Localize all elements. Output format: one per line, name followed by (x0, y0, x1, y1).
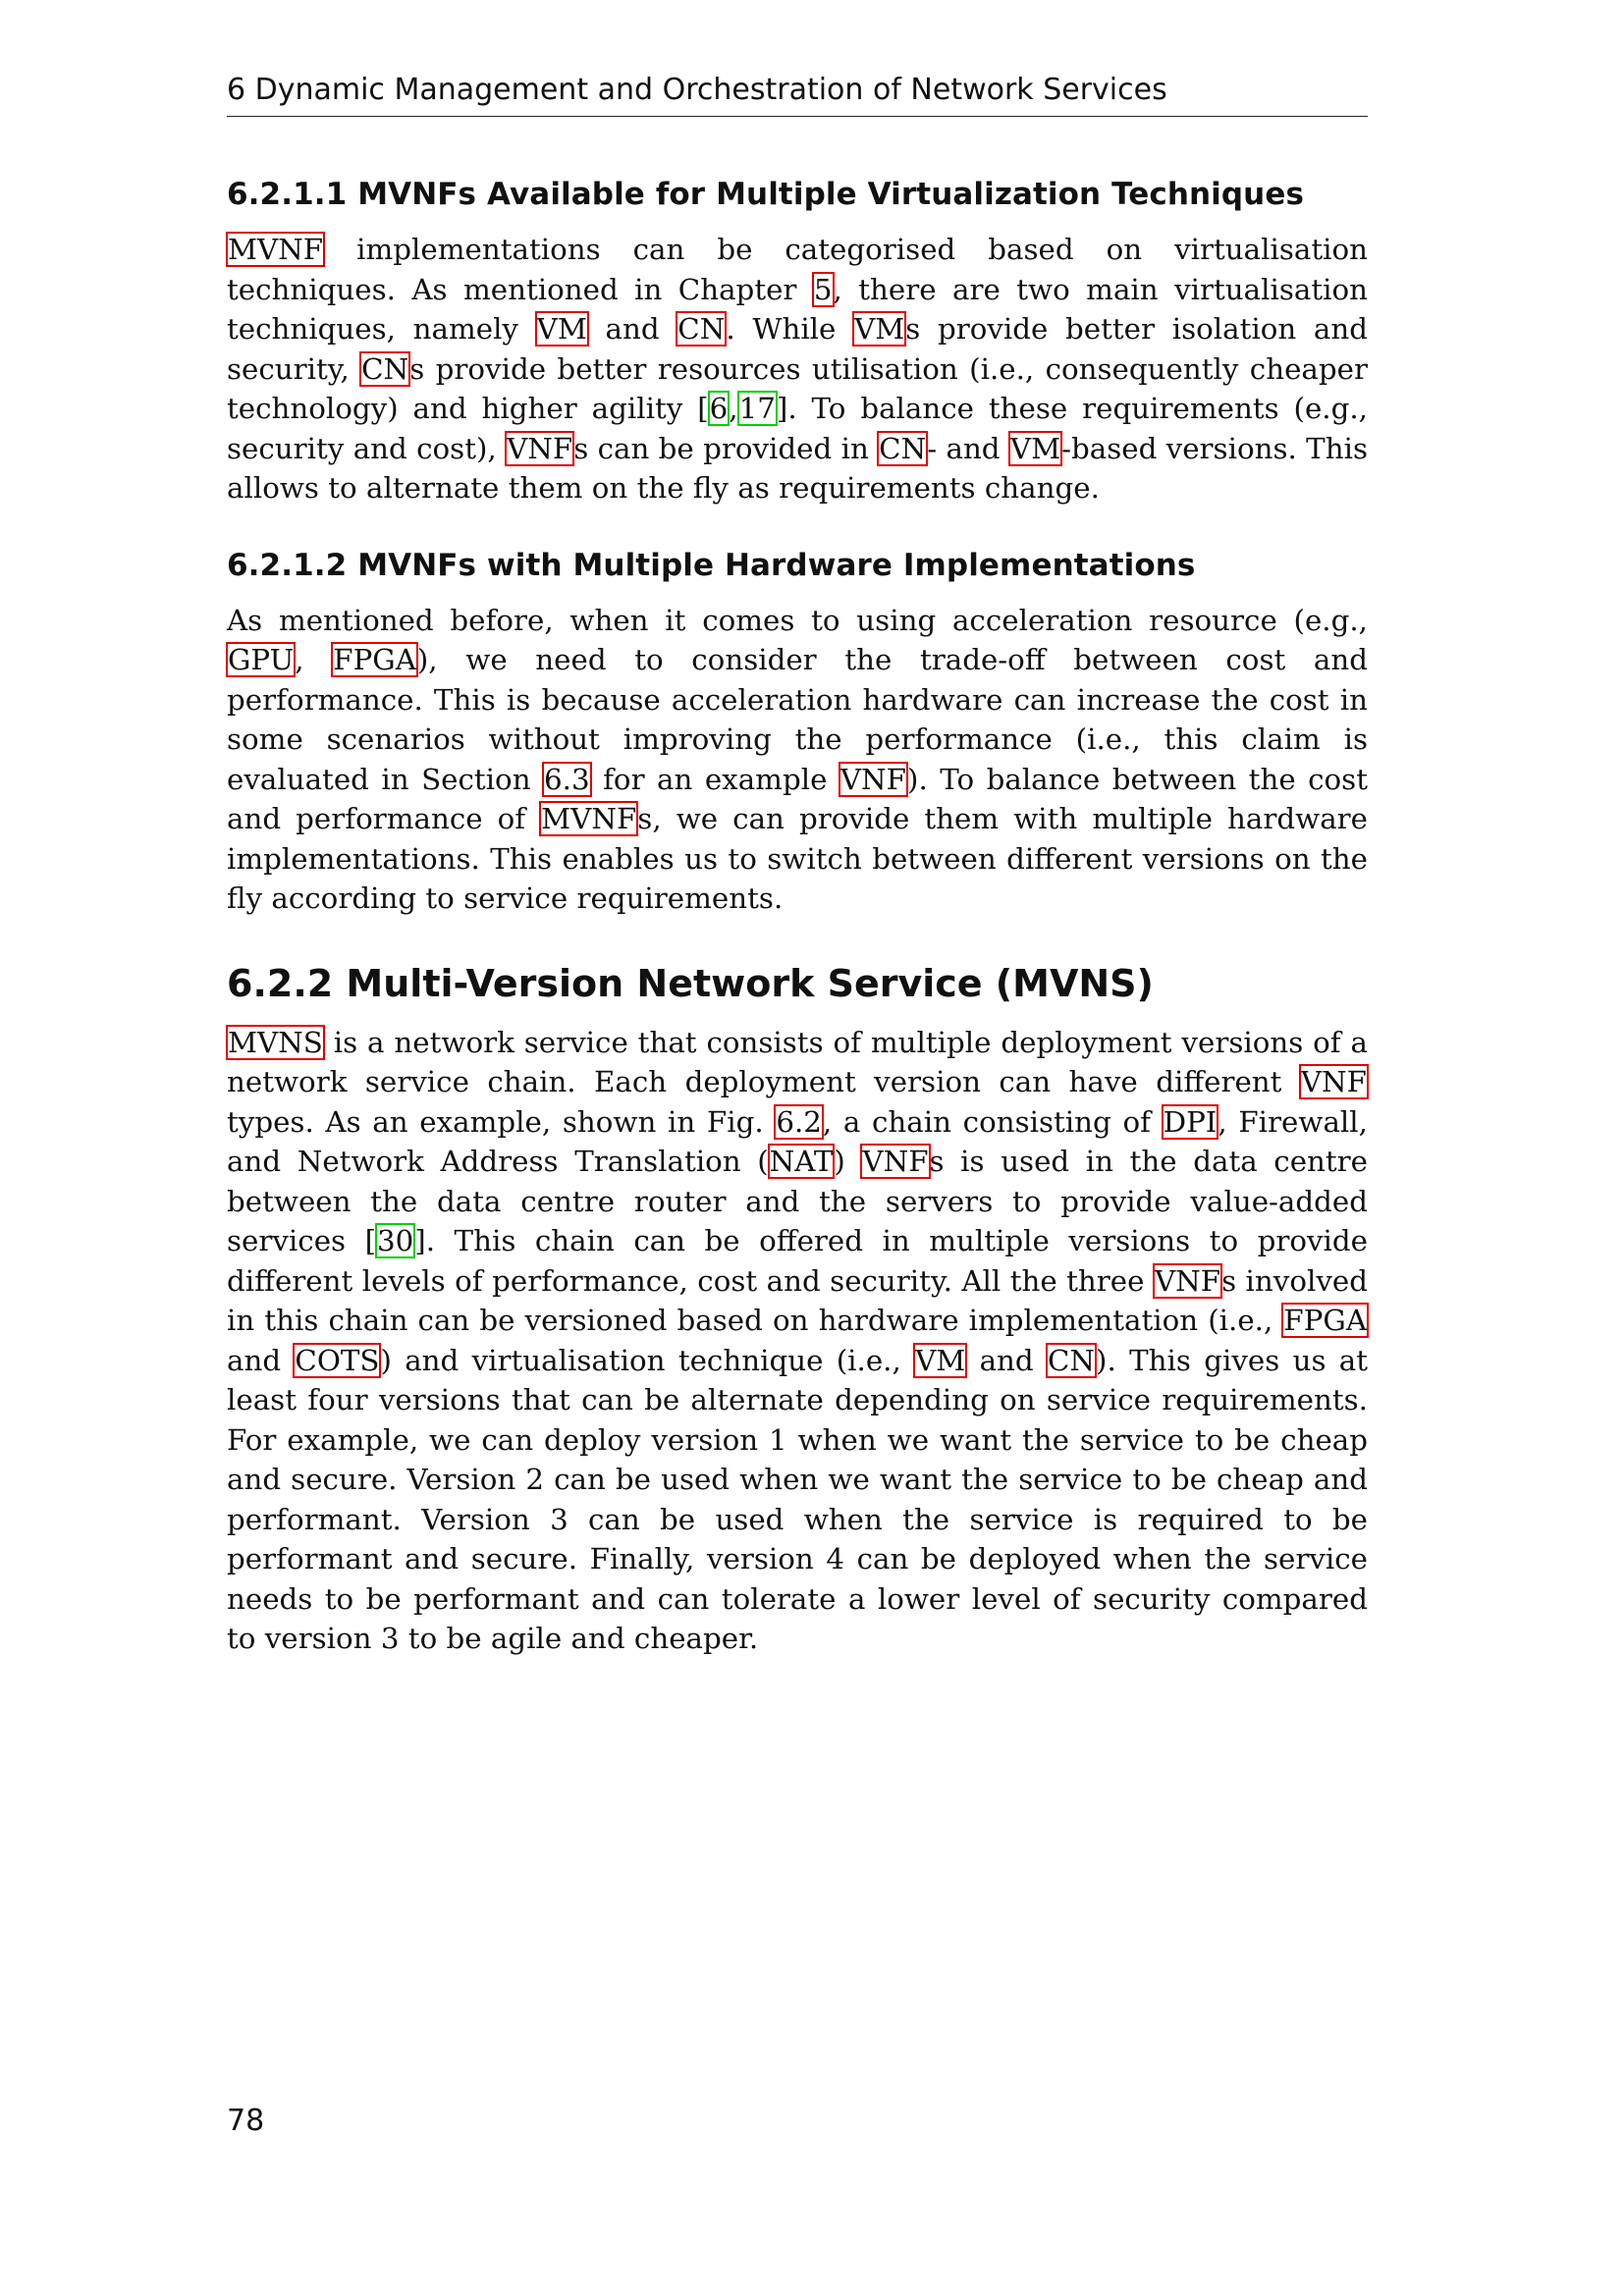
citation-6[interactable]: 6 (709, 392, 729, 425)
text: s involved in this chain can be versioned based on hardware implementation (i.e., (227, 1263, 1368, 1337)
link-vm[interactable]: VM (854, 312, 905, 346)
text: is a network service that consists of multiple deployment versions of a network service chain. Each deployment version can have different (227, 1025, 1368, 1098)
text: ), we need to consider the trade-off between cost and performance. This is because acceleration hardware can increase the cost in some scenarios without improving the performance (i.e., this claim is evaluated in Section (227, 643, 1368, 796)
text: As mentioned before, when it comes to using acceleration resource (e.g., (227, 603, 1368, 637)
link-cots[interactable]: COTS (295, 1343, 380, 1377)
text: , Firewall, and Network Address Translation ( (227, 1104, 1368, 1178)
text: ). This gives us at least four versions that can be alternate depending on service requirements. For example, we can deploy version 1 when we want the service to be cheap and secure. Version 2 can be used when we want the service to be cheap and performant. Version 3 can be used when the service is required to be performant and secure. Finally, version 4 can be deployed when the service needs to be performant and can tolerate a lower level of security compared to version 3 to be agile and cheaper. (227, 1343, 1369, 1655)
heading-6-2-1-1: 6.2.1.1 MVNFs Available for Multiple Virtualization Techniques (227, 177, 1305, 212)
citation-17[interactable]: 17 (738, 392, 776, 425)
link-mvnf[interactable]: MVNF (541, 802, 637, 835)
link-vm[interactable]: VM (536, 312, 587, 346)
paragraph-6-2-1-1: MVNF implementations can be categorised based on virtualisation techniques. As mentioned in Chapter 5, there are two main virtualisation techniques, namely VM and CN. While VMs provide better isolation and security, CNs provide better resources utilisation (i.e., consequently cheaper technology) and higher agility [6,17]. To balance these requirements (e.g., security and cost), VNFs can be provided in CN- and VM-based versions. This allows to alternate them on the fly as requirements change. (227, 233, 1369, 505)
link-fpga[interactable]: FPGA (333, 643, 416, 676)
link-nat[interactable]: NAT (769, 1145, 834, 1178)
text: s provide better resources utilisation (i.e., consequently cheaper technology) and higher agility (227, 351, 1368, 425)
text: , there are two main virtualisation techniques, namely (227, 272, 1369, 346)
text: - and (927, 431, 1009, 465)
link-vnf[interactable]: VNF (507, 431, 573, 465)
link-cn[interactable]: CN (1047, 1343, 1096, 1377)
link-cn[interactable]: CN (677, 312, 726, 346)
text: ) and virtualisation technique (i.e., (380, 1343, 915, 1377)
text: . To balance these requirements (e.g., security and cost), (227, 392, 1368, 465)
running-header: 6 Dynamic Management and Orchestration of Network Services (227, 73, 1167, 107)
heading-6-2-1-2: 6.2.1.2 MVNFs with Multiple Hardware Implementations (227, 547, 1196, 583)
text: and (966, 1343, 1047, 1377)
text: s is used in the data centre between the data centre router and the servers to provide value-added services (227, 1145, 1369, 1257)
text: s can be provided in (573, 431, 879, 465)
link-figure-6-2[interactable]: 6.2 (776, 1104, 822, 1139)
text: . This chain can be offered in multiple versions to provide different levels of performance, cost and security. All the three (227, 1224, 1368, 1298)
document-page (227, 0, 1368, 2296)
text: implementations can be categorised based on virtualisation techniques. As mentioned in Chapter (227, 233, 1368, 306)
paragraph-6-2-2: MVNS is a network service that consists of multiple deployment versions of a network service chain. Each deployment version can have different VNF types. As an example, shown in Fig. 6.2, a chain consisting of DPI, Firewall, and Network Address Translation (NAT) VNFs is used in the data centre between the data centre router and the servers to provide value-added services [30]. This chain can be offered in multiple versions to provide different levels of performance, cost and security. All the three VNFs involved in this chain can be versioned based on hardware implementation (i.e., FPGA and COTS) and virtualisation technique (i.e., VM and CN). This gives us at least four versions that can be alternate depending on service requirements. For example, we can deploy version 1 when we want the service to be cheap and secure. Version 2 can be used when we want the service to be cheap and performant. Version 3 can be used when the service is required to be performant and secure. Finally, version 4 can be deployed when the service needs to be performant and can tolerate a lower level of security compared to version 3 to be agile and cheaper. (227, 1025, 1369, 1655)
link-vnf[interactable]: VNF (1300, 1065, 1367, 1098)
text: s provide better isolation and security, (227, 312, 1368, 386)
text: ). To balance between the cost and performance of (227, 762, 1368, 835)
text: for an example (590, 762, 839, 796)
page-content (227, 177, 1368, 1659)
citation-30[interactable]: 30 (377, 1224, 414, 1257)
text: s, we can provide them with multiple hardware implementations. This enables us to switch between different versions on the fly according to service requirements. (227, 802, 1369, 915)
link-vnf[interactable]: VNF (862, 1145, 929, 1178)
link-cn[interactable]: CN (361, 351, 409, 386)
link-vnf[interactable]: VNF (839, 762, 907, 796)
text: types. As an example, shown in Fig. (227, 1104, 776, 1139)
link-dpi[interactable]: DPI (1163, 1104, 1218, 1139)
paragraph-6-2-1-2 (227, 601, 1368, 919)
link-mvns[interactable]: MVNS (228, 1025, 323, 1059)
heading-6-2-2: 6.2.2 Multi-Version Network Service (MVNS) (227, 961, 1154, 1005)
header-rule (227, 116, 1368, 117)
link-fpga[interactable]: FPGA (1283, 1304, 1367, 1337)
text: and (587, 312, 677, 346)
text: . While (726, 312, 854, 346)
text: , a chain consisting of (822, 1104, 1163, 1139)
link-mvnf[interactable]: MVNF (228, 233, 324, 266)
link-chapter-5[interactable]: 5 (813, 272, 833, 306)
text: ) (834, 1145, 862, 1178)
link-vm[interactable]: VM (915, 1343, 966, 1377)
text: -based versions. This allows to alternate them on the fly as requirements change. (227, 431, 1368, 505)
text: , (295, 643, 333, 676)
page-number: 78 (227, 2104, 265, 2138)
link-vnf[interactable]: VNF (1154, 1263, 1221, 1298)
link-gpu[interactable]: GPU (228, 643, 295, 676)
text: and (227, 1343, 295, 1377)
link-vm[interactable]: VM (1009, 431, 1061, 465)
link-cn[interactable]: CN (879, 431, 927, 465)
link-section-6-3[interactable]: 6.3 (544, 762, 590, 796)
